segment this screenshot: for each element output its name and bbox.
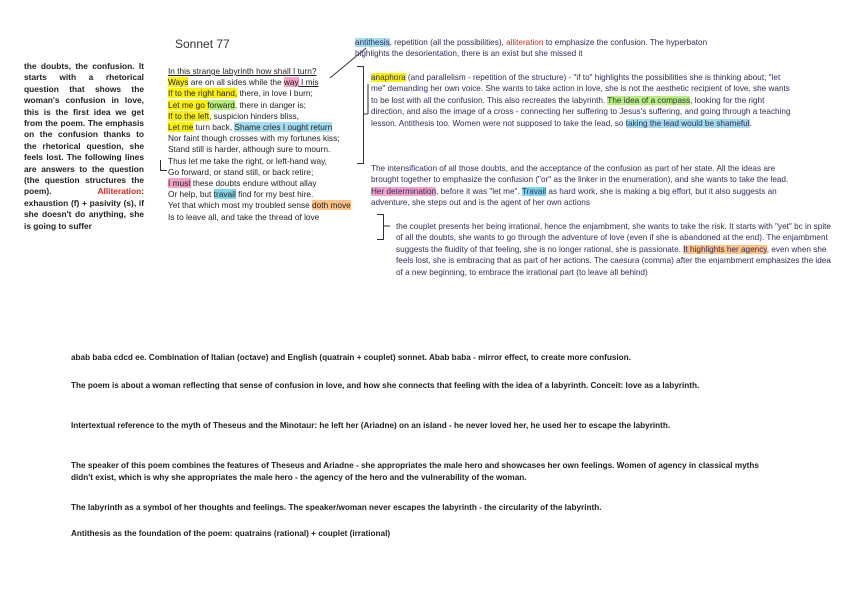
poem-line-1: In this strange labyrinth how shall I turn? [168,66,317,76]
poem-line-4: Let me go forward, there in danger is; [168,99,306,110]
poem-line-8: Stand still is harder, although sure to mourn. [168,144,331,155]
poem-line-5: If to the left, suspicion hinders bliss, [168,110,299,121]
note-antithesis: antithesis, repetition (all the possibilities), alliteration to emphasize the confusion. The hyperbaton highlights the desorientation, there is an exist but she missed it [355,38,708,59]
poem-line-11: I must these doubts endure without allay [168,178,317,189]
poem-line-10: Go forward, or stand still, or back retire; [168,166,314,177]
note-intensification: The intensification of all those doubts, and the acceptance of the confusion as part of her state. All the ideas are brought together to emphasize the confusion ("or" as the linker in the enumeration), and she wants to take the lead. Her determination, before it was "let me". Travail as hard work, she is making a big effort, but it also suggests an adventure, she steps out and is the agent of her own actions [371,164,789,208]
bottom-paragraph-theme: The poem is about a woman reflecting that sense of confusion in love, and how she connects that feeling with the idea of a labyrinth. Conceit: love as a labyrinth. [71,381,700,390]
poem-line-13: Yet that which most my troubled sense doth move [168,200,351,211]
left-commentary-text: the doubts, the confusion. It starts with a rhetorical question that shows the woman's confusion in love, this is the first idea we get from the poem. The emphasis on the confusion thanks to the rhetorical question, she feels lost. The following lines are answers to the question (the question structures the poem). [24,61,144,197]
bottom-paragraph-antithesis: Antithesis as the foundation of the poem: quatrains (rational) + couplet (irrational) [71,529,391,538]
bottom-paragraph-speaker: The speaker of this poem combines the features of Theseus and Ariadne - she appropriates the male hero and showcases her own feelings. Women of agency in classical myths didn't exist, which is why she appropriates the male hero - the agency of the hero and the vulnerability of the woman. [71,461,759,482]
bottom-paragraph-myth: Intertextual reference to the myth of Theseus and the Minotaur: he left her (Ariadne) on an island - he never loved her, he used her to escape the labyrinth. [71,421,671,430]
alliteration-label: Alliteration [97,186,142,197]
poem-line-12: Or help, but travail find for my best hire. [168,189,314,200]
poem-title: Sonnet 77 [175,37,230,51]
alliteration-text: : exhaustion (f) + pasivity (s), if she doesn't do anything, she is going to suffer [24,186,144,231]
poem-line-6: Let me turn back, Shame cries I ought return [168,122,333,133]
poem-line-3: If to the right hand, there, in love I burn; [168,88,313,99]
poem-line-7: Nor faint though crosses with my fortunes kiss; [168,133,340,144]
note-anaphora: anaphora (and parallelism - repetition of the structure) - "if to" highlights the possibilities she is thinking about; "let me" demanding her own voice. She wants to take action in love, she is not the aesthetic recipient of love, she wants to be lost with all the confusion. This also recreates the labyrinth. The idea of a compass, looking for the right direction, and also the image of a cross - connecting her suffering to Jesus's suffering, and going through a teaching lesson. Antithesis too. Women were not supposed to take the lead, so taking the lead would be shameful. [371,73,791,128]
bottom-paragraph-rhyme: abab baba cdcd ee. Combination of Italian (octave) and English (quatrain + couplet) sonnet. Abab baba - mirror effect, to create more confusion. [71,353,631,362]
poem-line-14: Is to leave all, and take the thread of love [168,211,320,222]
poem-line-9: Thus let me take the right, or left-hand way, [168,155,327,166]
poem-line-2: Ways are on all sides while the way I mis [168,77,319,88]
poem-text [168,66,368,223]
note-couplet: the couplet presents her being irrational, hence the enjambment, she wants to take the risk. It starts with "yet" bc in spite of all the doubts, she wants to go through the adventure of love (even if she is abandoned at the end). The enjambment suggests the fluidity of that feeling, she is no longer rational, she is passionate. It highlights her agency, even when she feels lost, she is embracing that as part of her actions. The caesura (comma) after the enjambment emphasizes the idea of a new beginning, to embrace the irrational part (to leave all behind) [396,222,831,277]
bottom-paragraph-symbol: The labyrinth as a symbol of her thoughts and feelings. The speaker/woman never escapes the labyrinth - the circularity of the labyrinth. [71,503,602,512]
